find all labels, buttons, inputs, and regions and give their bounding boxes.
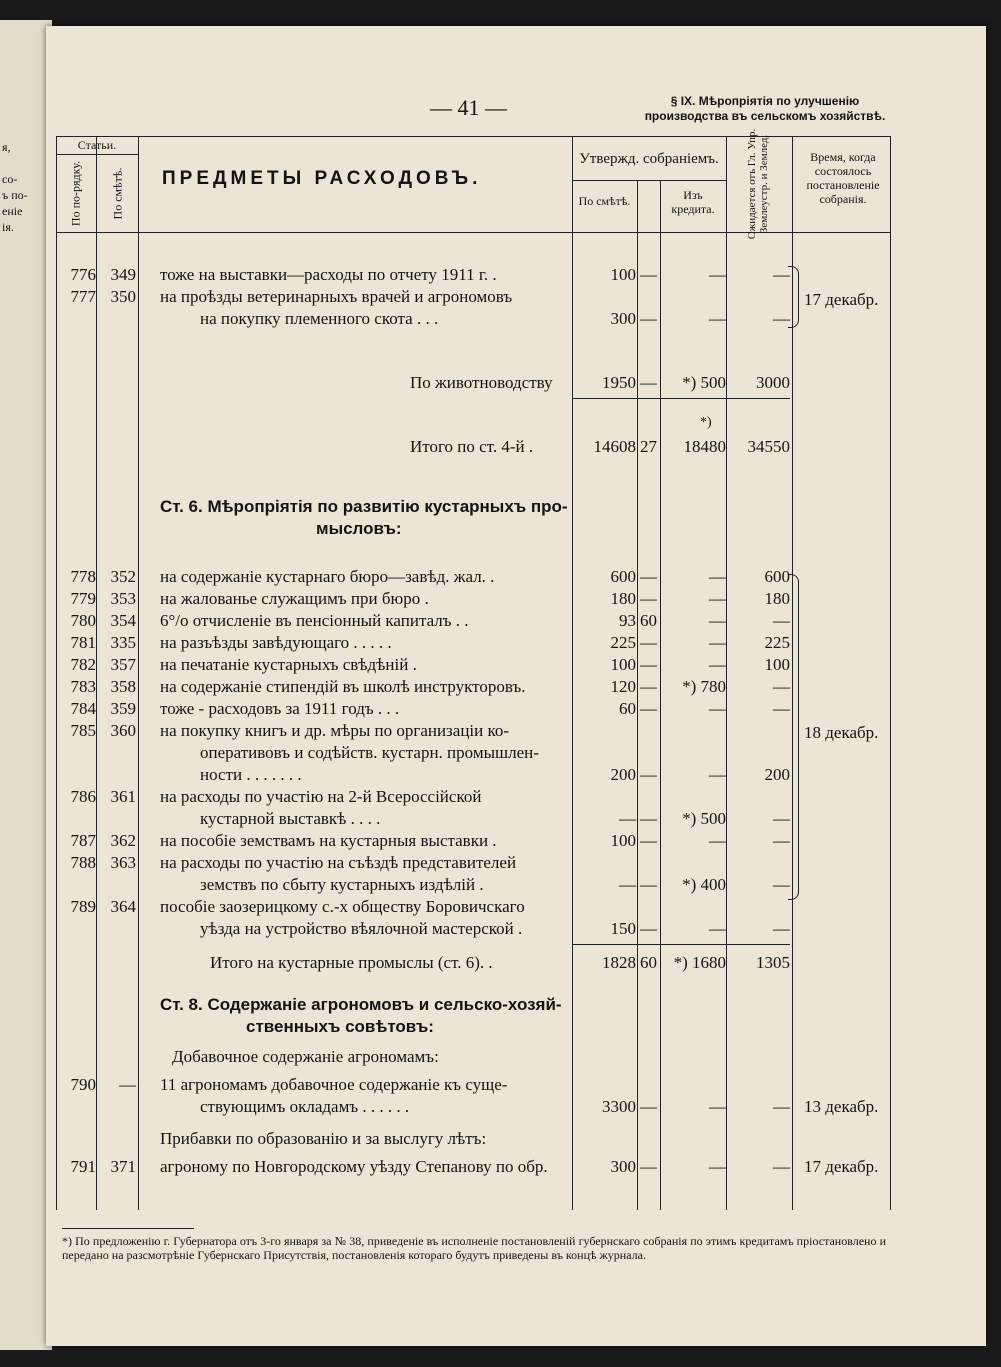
row-description: 6°/o отчисленіе въ пенсіонный капиталъ . . bbox=[160, 611, 469, 630]
value-kredit: — bbox=[709, 1097, 726, 1116]
header-stati: Статьи. bbox=[77, 138, 117, 152]
value-ozhidaetsya: — bbox=[773, 699, 790, 718]
sum-rule bbox=[572, 944, 790, 945]
smeta-number: 361 bbox=[110, 787, 136, 806]
row-number: 778 bbox=[70, 567, 96, 586]
smeta-number: 364 bbox=[110, 897, 136, 916]
value-smeta: 100 bbox=[610, 655, 636, 674]
total-label: Итого по ст. 4-й . bbox=[410, 437, 534, 456]
edge-fragment: еніе bbox=[2, 204, 23, 218]
row-description: на пособіе земствамъ на кустарныя выставки . bbox=[160, 831, 497, 850]
header-po-smete-col: По смѣтѣ. bbox=[578, 194, 631, 208]
value-smeta: 300 bbox=[610, 309, 636, 328]
row-description: на разъѣзды завѣдующаго . . . . . bbox=[160, 633, 392, 652]
value-kredit: — bbox=[709, 589, 726, 608]
edge-fragment: со- bbox=[2, 172, 18, 186]
value-kredit: 18480 bbox=[683, 437, 726, 456]
kopecks: — bbox=[640, 589, 657, 608]
row-number: 781 bbox=[70, 633, 96, 652]
value-kredit: *) 400 bbox=[682, 875, 726, 894]
header-utverzhd: Утвержд. собраніемъ. bbox=[579, 151, 719, 167]
section-8-title: Ст. 8. Содержаніе агрономовъ и сельско-хозяй- bbox=[160, 995, 562, 1014]
value-ozhidaetsya: 100 bbox=[764, 655, 790, 674]
row-description: на расходы по участію на 2-й Всероссійской bbox=[160, 787, 482, 806]
value-kredit: — bbox=[709, 765, 726, 784]
value-smeta: 300 bbox=[610, 1157, 636, 1176]
value-smeta: 14608 bbox=[593, 437, 636, 456]
value-smeta: 600 bbox=[610, 567, 636, 586]
header-vremya: Время, когда состоялось постановленіе собранія. bbox=[806, 150, 880, 206]
row-description: на покупку племенного скота . . . bbox=[200, 309, 439, 328]
row-description: агроному по Новгородскому уѣзду Степанову по обр. bbox=[160, 1157, 548, 1176]
row-description: на расходы по участію на съѣздѣ представителей bbox=[160, 853, 517, 872]
smeta-number: 357 bbox=[110, 655, 136, 674]
total-row bbox=[0, 436, 1001, 458]
value-smeta: 1950 bbox=[602, 373, 636, 392]
value-ozhidaetsya: — bbox=[773, 611, 790, 630]
section-6-title: Ст. 6. Мѣропріятія по развитію кустарныхъ про- bbox=[160, 497, 568, 516]
value-smeta: — bbox=[619, 809, 636, 828]
value-smeta: 1828 bbox=[602, 953, 636, 972]
kopecks: — bbox=[640, 265, 657, 284]
section-header: § IX. Мѣропріятія по улучшенію производства въ сельскомъ хозяйствѣ. bbox=[644, 94, 886, 123]
value-ozhidaetsya: — bbox=[773, 677, 790, 696]
kopecks: — bbox=[640, 1157, 657, 1176]
table-row bbox=[0, 1156, 1001, 1178]
row-description: тоже на выставки—расходы по отчету 1911 г. . bbox=[160, 265, 497, 284]
kopecks: — bbox=[640, 831, 657, 850]
value-smeta: 100 bbox=[610, 265, 636, 284]
edge-fragment: ъ по- bbox=[2, 188, 28, 202]
value-kredit: — bbox=[709, 633, 726, 652]
decision-date: 17 декабр. bbox=[804, 290, 879, 309]
kopecks: — bbox=[640, 373, 657, 392]
table-row bbox=[0, 764, 1001, 786]
value-ozhidaetsya: — bbox=[773, 1097, 790, 1116]
row-description: ности . . . . . . . bbox=[200, 765, 302, 784]
value-kredit: *) 500 bbox=[682, 373, 726, 392]
brace-time bbox=[0, 289, 1001, 311]
brace-time bbox=[0, 722, 1001, 744]
smeta-number: 349 bbox=[110, 265, 136, 284]
row-number: 779 bbox=[70, 589, 96, 608]
value-smeta: — bbox=[619, 875, 636, 894]
value-kredit: — bbox=[709, 611, 726, 630]
row-description: ствующимъ окладамъ . . . . . . bbox=[200, 1097, 410, 1116]
subheading: Добавочное содержаніе агрономамъ: bbox=[172, 1047, 439, 1066]
row-number: 785 bbox=[70, 721, 96, 740]
kopecks: — bbox=[640, 633, 657, 652]
value-ozhidaetsya: — bbox=[773, 309, 790, 328]
decision-date: 17 декабр. bbox=[804, 1157, 879, 1176]
table-row bbox=[0, 588, 1001, 610]
row-description: земствъ по сбыту кустарныхъ издѣлій . bbox=[200, 875, 484, 894]
header-po-smete: По смѣтѣ. bbox=[110, 167, 125, 220]
decision-date: 18 декабр. bbox=[804, 723, 879, 742]
row-description: уѣзда на устройство вѣялочной мастерской . bbox=[200, 919, 523, 938]
value-ozhidaetsya: — bbox=[773, 1157, 790, 1176]
total-label: Итого на кустарные промыслы (ст. 6). . bbox=[210, 953, 493, 972]
value-ozhidaetsya: — bbox=[773, 875, 790, 894]
kopecks: — bbox=[640, 655, 657, 674]
table-row bbox=[0, 874, 1001, 896]
footnote-rule bbox=[62, 1228, 194, 1229]
value-kredit: — bbox=[709, 265, 726, 284]
row-description: на покупку книгъ и др. мѣры по организаціи ко- bbox=[160, 721, 510, 740]
value-smeta: 120 bbox=[610, 677, 636, 696]
footnote: *) По предложенію г. Губернатора отъ 3-го января за № 38, приведеніе въ исполненіе постановленій губернскаго собранія по этимъ кредитамъ пріостановлено и передано на разсмотрѣніе Губернскаго Присутствія, постановленія котораго будутъ приведены въ концѣ журнала. bbox=[62, 1234, 886, 1262]
row-number: 790 bbox=[70, 1075, 96, 1094]
edge-fragment: я, bbox=[2, 140, 11, 154]
row-description: на жалованье служащимъ при бюро . bbox=[160, 589, 429, 608]
kopecks: — bbox=[640, 699, 657, 718]
row-number: 787 bbox=[70, 831, 96, 850]
subheading-row bbox=[0, 1046, 1001, 1068]
value-kredit: — bbox=[709, 919, 726, 938]
kopecks: — bbox=[640, 309, 657, 328]
value-kredit: *) 1680 bbox=[673, 953, 726, 972]
table-row bbox=[0, 654, 1001, 676]
header-ozhidaetsya: Ожидается отъ Гл. Упр. Землеустр. и Землед. bbox=[746, 128, 770, 240]
value-ozhidaetsya: — bbox=[773, 919, 790, 938]
value-kredit: — bbox=[709, 1157, 726, 1176]
table-row bbox=[0, 742, 1001, 764]
value-ozhidaetsya: — bbox=[773, 809, 790, 828]
subtotal-label: По животноводству bbox=[410, 373, 553, 392]
decision-date: 13 декабр. bbox=[804, 1097, 879, 1116]
kopecks: — bbox=[640, 567, 657, 586]
table-row bbox=[0, 896, 1001, 918]
smeta-number: 350 bbox=[110, 287, 136, 306]
smeta-number: — bbox=[119, 1075, 136, 1094]
row-description: на печатаніе кустарныхъ свѣдѣній . bbox=[160, 655, 417, 674]
row-description: кустарной выставкѣ . . . . bbox=[200, 809, 381, 828]
row-description: пособіе заозерицкому с.-х обществу Боровичскаго bbox=[160, 897, 525, 916]
value-smeta: 3300 bbox=[602, 1097, 636, 1116]
row-number: 780 bbox=[70, 611, 96, 630]
row-number: 786 bbox=[70, 787, 96, 806]
smeta-number: 363 bbox=[110, 853, 136, 872]
subheading: Прибавки по образованію и за выслугу лѣтъ: bbox=[160, 1129, 487, 1148]
table-row bbox=[0, 632, 1001, 654]
row-number: 788 bbox=[70, 853, 96, 872]
value-ozhidaetsya: — bbox=[773, 831, 790, 850]
value-kredit: — bbox=[709, 655, 726, 674]
table-row bbox=[0, 786, 1001, 808]
smeta-number: 358 bbox=[110, 677, 136, 696]
smeta-number: 354 bbox=[110, 611, 136, 630]
subheading-row bbox=[0, 1128, 1001, 1150]
value-smeta: 100 bbox=[610, 831, 636, 850]
value-smeta: 200 bbox=[610, 765, 636, 784]
row-number: 776 bbox=[70, 265, 96, 284]
value-kredit: — bbox=[709, 831, 726, 850]
section-6-title-cont: мысловъ: bbox=[316, 519, 402, 538]
kopecks: 27 bbox=[640, 437, 657, 456]
smeta-number: 360 bbox=[110, 721, 136, 740]
table-row bbox=[0, 698, 1001, 720]
value-kredit: — bbox=[709, 309, 726, 328]
value-smeta: 180 bbox=[610, 589, 636, 608]
table-row bbox=[0, 676, 1001, 698]
row-description: на содержаніе стипендій въ школѣ инструкторовъ. bbox=[160, 677, 526, 696]
kopecks: — bbox=[640, 875, 657, 894]
value-ozhidaetsya: — bbox=[773, 265, 790, 284]
kopecks: — bbox=[640, 919, 657, 938]
table-row bbox=[0, 1074, 1001, 1096]
sum-rule bbox=[572, 398, 790, 399]
table-row bbox=[0, 566, 1001, 588]
row-number: 791 bbox=[70, 1157, 96, 1176]
table-row bbox=[0, 308, 1001, 330]
row-description: на содержаніе кустарнаго бюро—завѣд. жал. . bbox=[160, 567, 495, 586]
value-ozhidaetsya: 225 bbox=[764, 633, 790, 652]
value-smeta: 150 bbox=[610, 919, 636, 938]
value-kredit: — bbox=[709, 699, 726, 718]
row-number: 782 bbox=[70, 655, 96, 674]
kopecks: — bbox=[640, 1097, 657, 1116]
table-row bbox=[0, 852, 1001, 874]
kopecks: — bbox=[640, 765, 657, 784]
table-row bbox=[0, 808, 1001, 830]
value-kredit: *) 500 bbox=[682, 809, 726, 828]
smeta-number: 353 bbox=[110, 589, 136, 608]
smeta-number: 362 bbox=[110, 831, 136, 850]
header-po-poryadku: По по-рядку. bbox=[68, 160, 83, 227]
kopecks: 60 bbox=[640, 953, 657, 972]
row-description: на проѣзды ветеринарныхъ врачей и агрономовъ bbox=[160, 287, 513, 306]
value-ozhidaetsya: 3000 bbox=[756, 373, 790, 392]
subtotal-row bbox=[0, 372, 1001, 394]
stati-rule bbox=[56, 154, 138, 155]
table-row bbox=[0, 1096, 1001, 1118]
row-description: 11 агрономамъ добавочное содержаніе къ суще- bbox=[160, 1075, 508, 1094]
value-smeta: 225 bbox=[610, 633, 636, 652]
section-8-title-cont: ственныхъ совѣтовъ: bbox=[246, 1017, 434, 1036]
smeta-number: 359 bbox=[110, 699, 136, 718]
value-kredit: *) 780 bbox=[682, 677, 726, 696]
utverzhd-rule bbox=[572, 180, 726, 181]
total-row bbox=[0, 952, 1001, 974]
kopecks: 60 bbox=[640, 611, 657, 630]
value-ozhidaetsya: 600 bbox=[764, 567, 790, 586]
row-number: 784 bbox=[70, 699, 96, 718]
value-ozhidaetsya: 200 bbox=[764, 765, 790, 784]
value-smeta: 60 bbox=[619, 699, 636, 718]
row-number: 777 bbox=[70, 287, 96, 306]
header-iz-kredita: Изъ кредита. bbox=[671, 188, 715, 216]
page-number: — 41 — bbox=[430, 95, 507, 120]
footnote-star: *) bbox=[700, 415, 712, 430]
value-kredit: — bbox=[709, 567, 726, 586]
value-ozhidaetsya: 1305 bbox=[756, 953, 790, 972]
row-number: 783 bbox=[70, 677, 96, 696]
table-row bbox=[0, 830, 1001, 852]
table-row bbox=[0, 918, 1001, 940]
kopecks: — bbox=[640, 677, 657, 696]
edge-fragment: ія. bbox=[2, 220, 14, 234]
row-description: тоже - расходовъ за 1911 годъ . . . bbox=[160, 699, 400, 718]
table-row bbox=[0, 264, 1001, 286]
value-ozhidaetsya: 180 bbox=[764, 589, 790, 608]
smeta-number: 371 bbox=[110, 1157, 136, 1176]
table-row bbox=[0, 610, 1001, 632]
row-number: 789 bbox=[70, 897, 96, 916]
footnote-mark bbox=[0, 412, 1001, 434]
row-description: оперативовъ и содѣйств. кустарн. промышлен- bbox=[200, 743, 539, 762]
value-ozhidaetsya: 34550 bbox=[747, 437, 790, 456]
kopecks: — bbox=[640, 809, 657, 828]
smeta-number: 335 bbox=[110, 633, 136, 652]
smeta-number: 352 bbox=[110, 567, 136, 586]
value-smeta: 93 bbox=[619, 611, 636, 630]
table-title: ПРЕДМЕТЫ РАСХОДОВЪ. bbox=[162, 168, 482, 189]
